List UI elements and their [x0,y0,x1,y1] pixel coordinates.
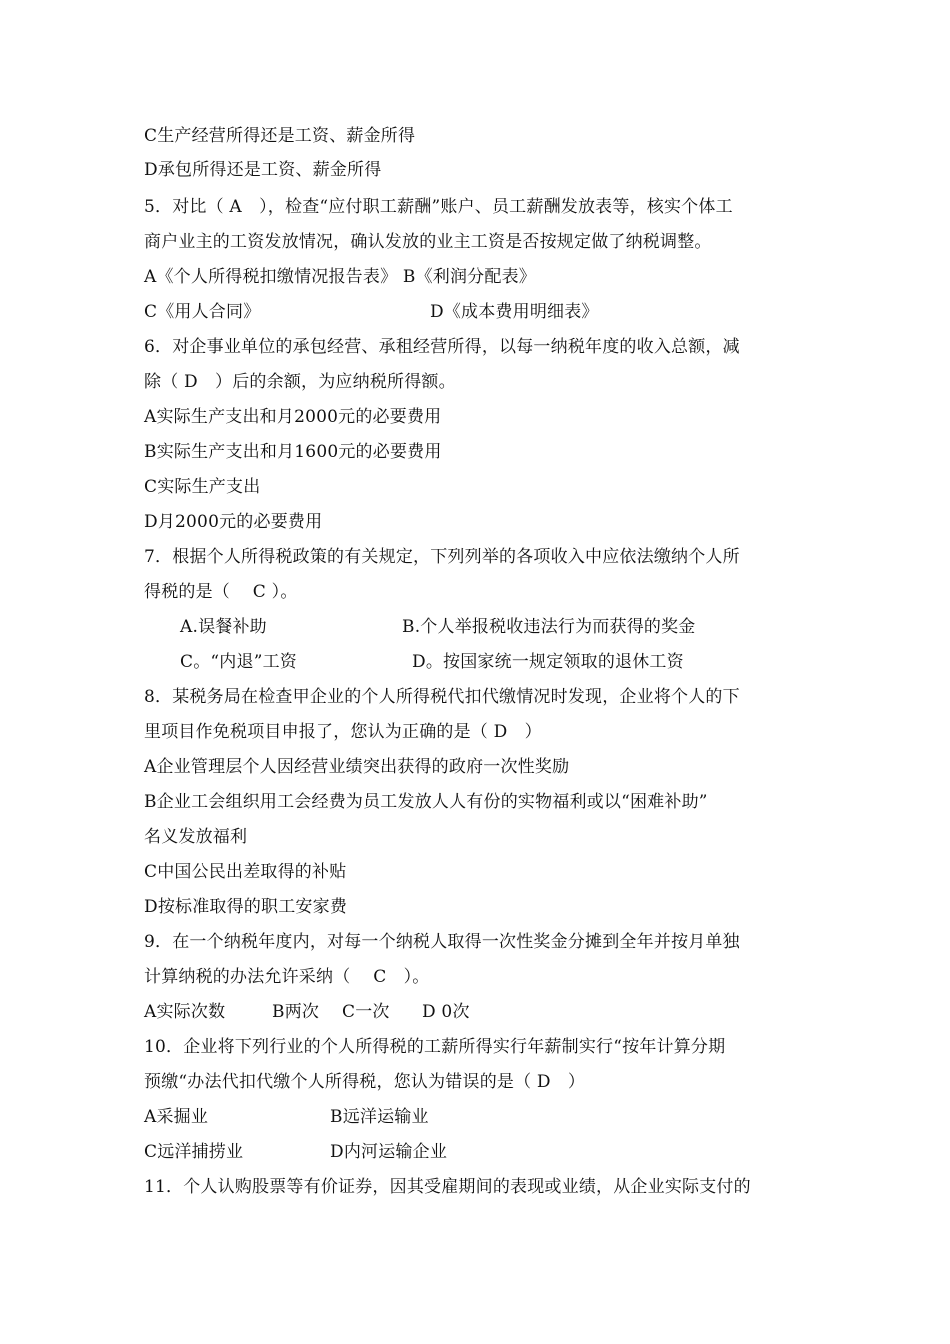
option-a-q7: A.误餐补助 [180,617,267,637]
option-b-q8-line-1: B企业工会组织用工会经费为员工发放人人有份的实物福利或以“困难补助” [144,792,708,812]
option-d-q4: D承包所得还是工资、薪金所得 [144,160,382,180]
option-c-q7: C。“内退”工资 [180,652,297,672]
question-5-line-1: 5．对比（ A ），检查“应付职工薪酬”账户、员工薪酬发放表等，核实个体工 [144,197,733,217]
option-a-q10: A采掘业 [144,1107,209,1127]
question-10-line-1: 10．企业将下列行业的个人所得税的工薪所得实行年薪制实行“按年计算分期 [144,1037,726,1057]
option-d-q10: D内河运输企业 [330,1142,448,1162]
option-c-q6: C实际生产支出 [144,477,261,497]
question-6-line-2: 除（ D ）后的余额，为应纳税所得额。 [144,372,456,392]
option-b-q9: B两次 [272,1002,320,1022]
option-d-q5: D《成本费用明细表》 [430,302,599,322]
question-9-line-2: 计算纳税的办法允许采纳（ C ）。 [144,967,430,987]
question-7-line-1: 7．根据个人所得税政策的有关规定，下列列举的各项收入中应依法缴纳个人所 [144,547,740,567]
option-c-q9: C一次 [342,1002,390,1022]
question-9-line-1: 9．在一个纳税年度内，对每一个纳税人取得一次性奖金分摊到全年并按月单独 [144,932,740,952]
question-6-line-1: 6．对企事业单位的承包经营、承租经营所得，以每一纳税年度的收入总额，减 [144,337,740,357]
option-b-q10: B远洋运输业 [330,1107,429,1127]
option-a-q8: A企业管理层个人因经营业绩突出获得的政府一次性奖励 [144,757,570,777]
question-8-line-1: 8．某税务局在检查甲企业的个人所得税代扣代缴情况时发现，企业将个人的下 [144,687,740,707]
option-b-q7: B.个人举报税收违法行为而获得的奖金 [402,617,696,637]
option-d-q7: D。按国家统一规定领取的退休工资 [412,652,684,672]
question-8-line-2: 里项目作免税项目申报了，您认为正确的是（ D ） [144,722,542,742]
option-a-q6: A实际生产支出和月2000元的必要费用 [144,407,442,427]
option-b-q6: B实际生产支出和月1600元的必要费用 [144,442,442,462]
option-d-q9: D 0次 [422,1002,470,1022]
question-10-line-2: 预缴“办法代扣代缴个人所得税，您认为错误的是（ D ） [144,1072,586,1092]
option-b-q8-line-2: 名义发放福利 [144,827,248,847]
option-c-q4: C生产经营所得还是工资、薪金所得 [144,126,416,146]
option-a-q9: A实际次数 [144,1002,226,1022]
option-c-q8: C中国公民出差取得的补贴 [144,862,347,882]
question-11-line-1: 11．个人认购股票等有价证券，因其受雇期间的表现或业绩，从企业实际支付的 [144,1177,751,1197]
question-7-line-2: 得税的是（ C ）。 [144,582,298,602]
question-5-line-2: 商户业主的工资发放情况，确认发放的业主工资是否按规定做了纳税调整。 [144,232,712,252]
option-d-q6: D月2000元的必要费用 [144,512,323,532]
option-c-q10: C远洋捕捞业 [144,1142,244,1162]
question-5-options-ab: A《个人所得税扣缴情况报告表》 B《利润分配表》 [144,267,536,287]
option-c-q5: C《用人合同》 [144,302,261,322]
option-d-q8: D按标准取得的职工安家费 [144,897,348,917]
